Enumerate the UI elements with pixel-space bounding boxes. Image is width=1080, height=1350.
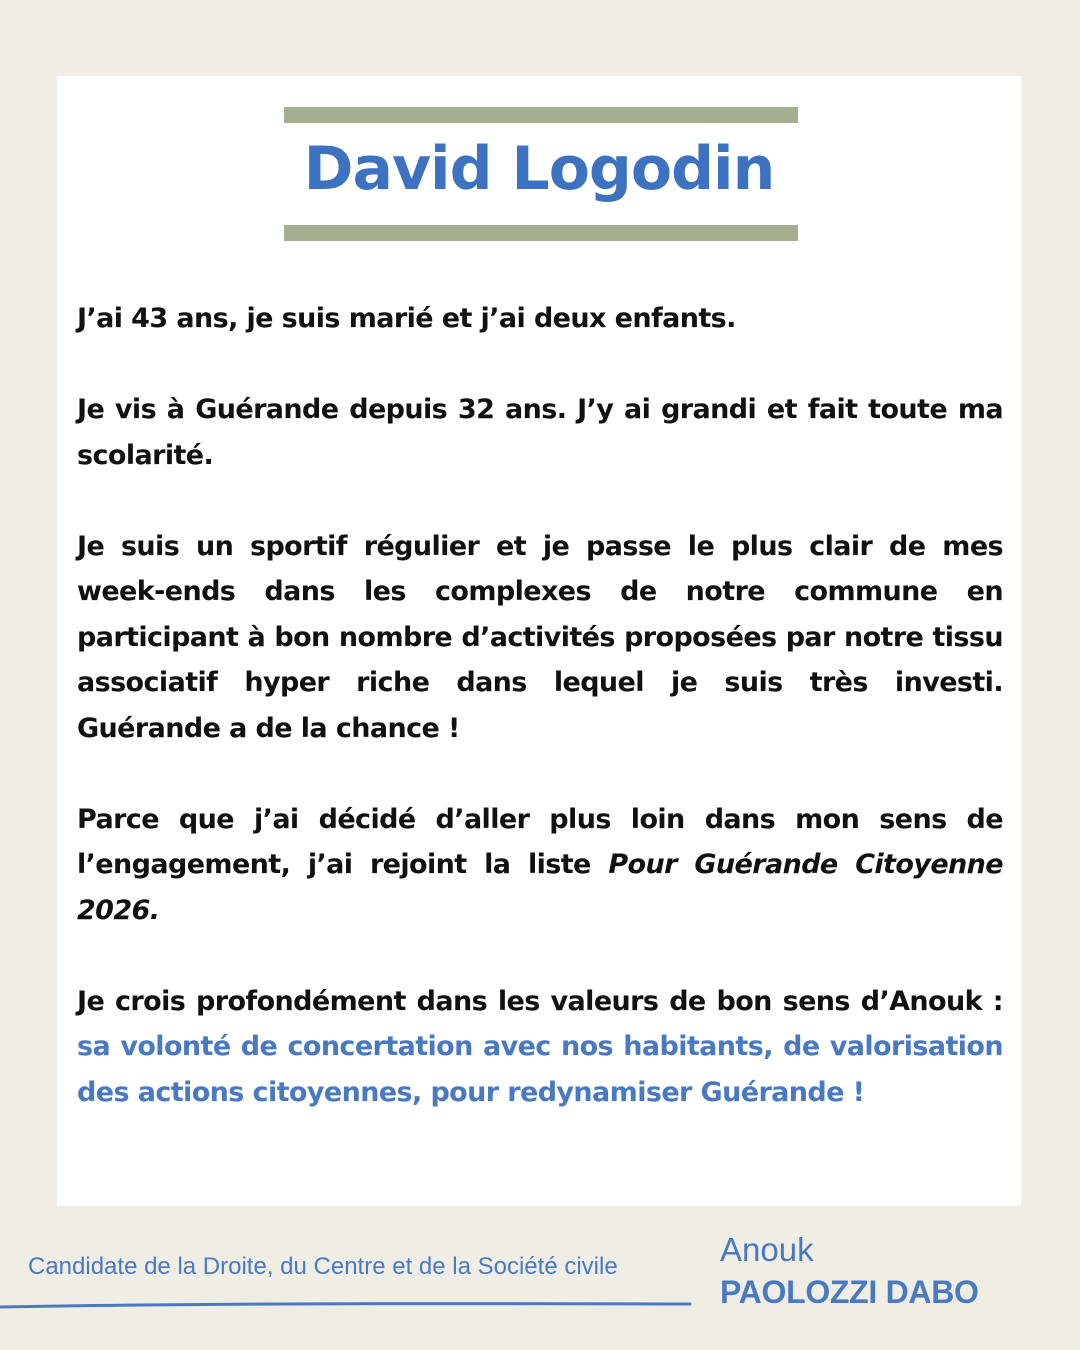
bio-paragraph-age: J’ai 43 ans, je suis marié et j’ai deux enfants. [77, 303, 736, 334]
candidate-signature [720, 1228, 979, 1312]
candidate-name-title: David Logodin [303, 134, 775, 204]
bio-paragraph-residence: Je vis à Guérande depuis 32 ans. J’y ai grandi et fait toute ma scolarité. [77, 394, 1003, 471]
biography-text [77, 296, 1003, 1115]
values-lead: Je crois profondément dans les valeurs de bon sens d’Anouk : [77, 985, 1003, 1017]
engagement-lead: Parce que j’ai décidé d’aller plus loin dans mon sens de l’engagement, j’ai rejoint la liste [77, 803, 1003, 880]
candidate-last-name: PAOLOZZI DABO [720, 1274, 979, 1310]
profile-card [57, 76, 1021, 1206]
candidate-first-name: Anouk [720, 1231, 814, 1268]
candidate-tagline: Candidate de la Droite, du Centre et de la Société civile [28, 1253, 618, 1280]
bio-paragraph-sport: Je suis un sportif régulier et je passe le plus clair de mes week-ends dans les complexes de notre commune en participant à bon nombre d’activités proposées par notre tissu associatif hyper riche dans lequel je suis très investi. Guérande a de la chance ! [77, 530, 1003, 744]
title-bar-bottom [284, 225, 798, 241]
list-name: Pour Guérande Citoyenne 2026. [77, 849, 1003, 926]
values-highlight: sa volonté de concertation avec nos habitants, de valorisation des actions citoyennes, pour redynamiser Guérande ! [77, 1031, 1003, 1108]
footer-underline [0, 1296, 695, 1314]
title-bar-top [284, 107, 798, 123]
bio-paragraph-values [77, 979, 1003, 1116]
bio-paragraph-engagement [77, 797, 1003, 934]
